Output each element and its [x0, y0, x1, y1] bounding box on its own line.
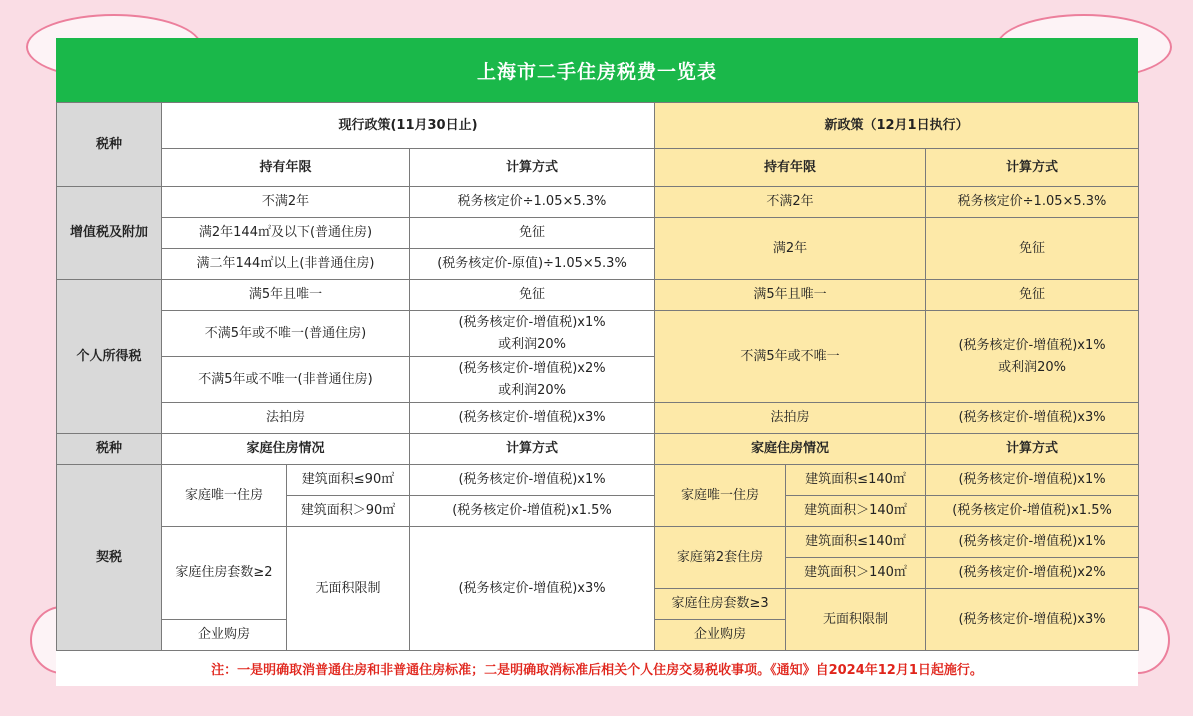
pit-cur-calc-line2: 或利润20%: [498, 382, 566, 398]
deed-new-second-le: 建筑面积≤140㎡: [786, 527, 926, 558]
pit-new-calc-line1: (税务核定价-增值税)x1%: [958, 337, 1106, 353]
deed-cur-multi-calc: (税务核定价-增值税)x3%: [410, 527, 655, 651]
footnote: 注：一是明确取消普通住房和非普通住房标准；二是明确取消标准后相关个人住房交易税收事项。《通知》自2024年12月1日起施行。: [211, 662, 983, 678]
vat-cur-period: 满2年144㎡及以下(普通住房): [162, 218, 410, 249]
pit-label: 个人所得税: [57, 280, 162, 434]
deed-new-corporate: 企业购房: [655, 620, 786, 651]
deed-label: 契税: [57, 465, 162, 651]
deed-new-second-gt: 建筑面积＞140㎡: [786, 558, 926, 589]
vat-label: 增值税及附加: [57, 187, 162, 280]
header-tax-type: 税种: [57, 103, 162, 187]
deed-new-multi-calc: (税务核定价-增值税)x3%: [926, 589, 1139, 651]
table-row: [57, 403, 1139, 434]
deed-new-area-le-calc: (税务核定价-增值税)x1%: [926, 465, 1139, 496]
vat-cur-period: 不满2年: [162, 187, 410, 218]
pit-cur-calc-line1: (税务核定价-增值税)x2%: [458, 360, 606, 376]
table-row: [57, 280, 1139, 311]
deed-cur-area-gt: 建筑面积＞90㎡: [287, 496, 410, 527]
deed-new-second-le-calc: (税务核定价-增值税)x1%: [926, 527, 1139, 558]
vat-new-period: 不满2年: [655, 187, 926, 218]
pit-new-calc: [926, 311, 1139, 403]
table-row: [57, 103, 1139, 149]
vat-cur-calc: 税务核定价÷1.05×5.3%: [410, 187, 655, 218]
deed-cur-multi-home: 家庭住房套数≥2: [162, 527, 287, 620]
pit-cur-calc: [410, 357, 655, 403]
pit-new-calc: (税务核定价-增值税)x3%: [926, 403, 1139, 434]
deed-cur-area-le-calc: (税务核定价-增值税)x1%: [410, 465, 655, 496]
deed-header-tax-type: 税种: [57, 434, 162, 465]
deed-header-cur-household: 家庭住房情况: [162, 434, 410, 465]
vat-cur-calc: 免征: [410, 218, 655, 249]
deed-new-area-le: 建筑面积≤140㎡: [786, 465, 926, 496]
pit-cur-period: 法拍房: [162, 403, 410, 434]
pit-cur-calc: (税务核定价-增值税)x3%: [410, 403, 655, 434]
table-row: [57, 527, 1139, 558]
table-row: [57, 434, 1139, 465]
table-row: [57, 311, 1139, 357]
pit-cur-period: 满5年且唯一: [162, 280, 410, 311]
deed-cur-corporate: 企业购房: [162, 620, 287, 651]
header-cur-period: 持有年限: [162, 149, 410, 187]
vat-new-calc: 税务核定价÷1.05×5.3%: [926, 187, 1139, 218]
deed-cur-no-limit: 无面积限制: [287, 527, 410, 651]
pit-new-calc-line2: 或利润20%: [998, 359, 1066, 375]
deed-cur-area-le: 建筑面积≤90㎡: [287, 465, 410, 496]
pit-cur-period: 不满5年或不唯一(非普通住房): [162, 357, 410, 403]
deed-new-second-gt-calc: (税务核定价-增值税)x2%: [926, 558, 1139, 589]
deed-new-no-limit: 无面积限制: [786, 589, 926, 651]
header-new-period: 持有年限: [655, 149, 926, 187]
deed-cur-only-home: 家庭唯一住房: [162, 465, 287, 527]
deed-header-new-calc: 计算方式: [926, 434, 1139, 465]
deed-header-new-household: 家庭住房情况: [655, 434, 926, 465]
deed-header-cur-calc: 计算方式: [410, 434, 655, 465]
tax-table: [56, 102, 1139, 651]
deed-new-area-gt: 建筑面积＞140㎡: [786, 496, 926, 527]
pit-cur-period: 不满5年或不唯一(普通住房): [162, 311, 410, 357]
table-row: [57, 465, 1139, 496]
pit-new-period: 法拍房: [655, 403, 926, 434]
pit-cur-calc: [410, 311, 655, 357]
pit-cur-calc-line1: (税务核定价-增值税)x1%: [458, 314, 606, 330]
table-row: [57, 187, 1139, 218]
deed-new-only-home: 家庭唯一住房: [655, 465, 786, 527]
pit-cur-calc-line2: 或利润20%: [498, 336, 566, 352]
vat-cur-period: 满二年144㎡以上(非普通住房): [162, 249, 410, 280]
deed-new-area-gt-calc: (税务核定价-增值税)x1.5%: [926, 496, 1139, 527]
vat-new-calc: 免征: [926, 218, 1139, 280]
pit-new-period: 不满5年或不唯一: [655, 311, 926, 403]
header-cur-calc: 计算方式: [410, 149, 655, 187]
deed-new-second-home: 家庭第2套住房: [655, 527, 786, 589]
page-title: 上海市二手住房税费一览表: [56, 38, 1138, 102]
header-new-calc: 计算方式: [926, 149, 1139, 187]
table-row: [57, 149, 1139, 187]
table-row: [57, 218, 1139, 249]
vat-new-period: 满2年: [655, 218, 926, 280]
tax-table-sheet: [56, 38, 1138, 686]
deed-cur-area-gt-calc: (税务核定价-增值税)x1.5%: [410, 496, 655, 527]
deed-new-multi-home: 家庭住房套数≥3: [655, 589, 786, 620]
pit-cur-calc: 免征: [410, 280, 655, 311]
pit-new-calc: 免征: [926, 280, 1139, 311]
vat-cur-calc: (税务核定价-原值)÷1.05×5.3%: [410, 249, 655, 280]
pit-new-period: 满5年且唯一: [655, 280, 926, 311]
header-current-policy: 现行政策(11月30日止): [162, 103, 655, 149]
header-new-policy: 新政策（12月1日执行）: [655, 103, 1139, 149]
